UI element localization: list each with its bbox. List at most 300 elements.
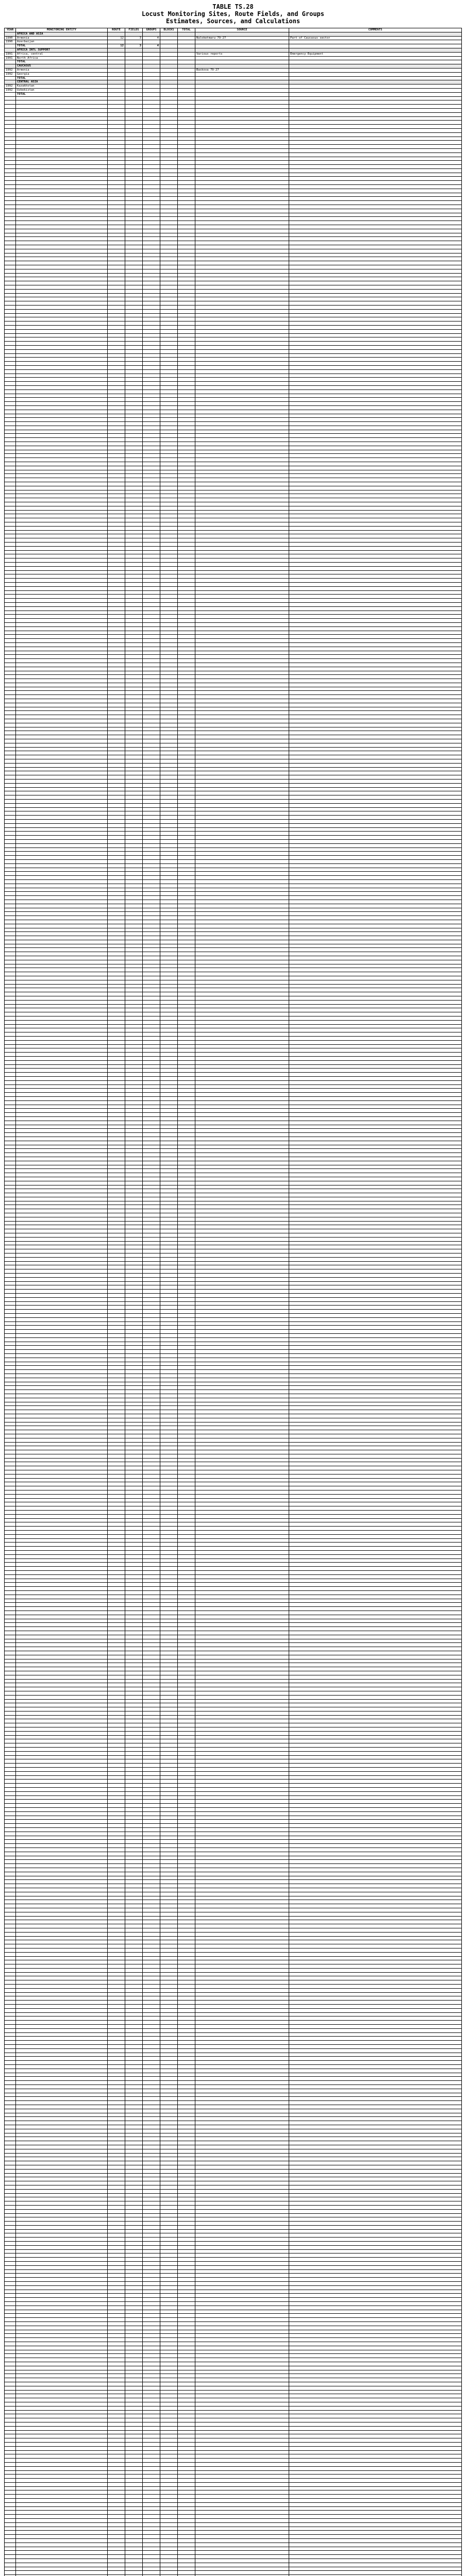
table-cell	[16, 1125, 108, 1129]
table-cell	[143, 1209, 160, 1213]
table-cell	[125, 229, 143, 233]
table-cell	[5, 1820, 16, 1824]
table-cell	[108, 470, 125, 474]
table-cell	[108, 1940, 125, 1944]
table-cell	[108, 1057, 125, 1061]
table-cell	[5, 64, 16, 69]
table-cell	[16, 602, 108, 606]
table-cell	[289, 1446, 462, 1450]
table-cell	[195, 1920, 289, 1924]
table-cell	[195, 827, 289, 832]
table-cell	[178, 1353, 195, 1358]
table-cell	[16, 1105, 108, 1109]
table-cell	[125, 1069, 143, 1073]
table-row	[5, 1663, 462, 1667]
table-cell	[125, 405, 143, 410]
table-row	[5, 438, 462, 442]
table-cell	[16, 647, 108, 651]
table-cell	[289, 181, 462, 185]
table-cell	[5, 1442, 16, 1446]
table-cell	[178, 1482, 195, 1486]
table-row	[5, 1165, 462, 1169]
table-cell	[143, 1498, 160, 1502]
table-cell	[178, 1096, 195, 1100]
table-cell	[289, 1113, 462, 1117]
table-cell	[125, 458, 143, 462]
table-cell	[108, 920, 125, 924]
table-row	[5, 872, 462, 876]
table-cell	[5, 1462, 16, 1466]
table-cell	[178, 1350, 195, 1354]
table-cell	[16, 1948, 108, 1952]
table-cell	[125, 1795, 143, 1800]
table-cell	[178, 1791, 195, 1795]
table-cell	[5, 1225, 16, 1229]
table-cell	[125, 811, 143, 816]
table-cell	[178, 843, 195, 848]
table-cell	[108, 1181, 125, 1185]
table-cell	[195, 771, 289, 775]
table-cell	[108, 1253, 125, 1258]
table-cell	[195, 518, 289, 522]
table-cell	[160, 313, 178, 317]
table-cell	[143, 273, 160, 277]
table-cell	[160, 1816, 178, 1820]
table-cell	[16, 1422, 108, 1426]
table-cell	[125, 739, 143, 743]
table-cell	[143, 1225, 160, 1229]
table-cell	[160, 2028, 178, 2032]
table-cell	[5, 189, 16, 193]
table-cell	[16, 1788, 108, 1792]
table-cell	[160, 1731, 178, 1735]
table-cell	[195, 619, 289, 623]
table-cell	[289, 1896, 462, 1900]
table-cell	[16, 579, 108, 583]
table-cell	[160, 827, 178, 832]
table-cell	[195, 1936, 289, 1940]
table-cell	[125, 2012, 143, 2016]
table-cell	[195, 807, 289, 811]
table-cell	[5, 1547, 16, 1551]
table-cell	[5, 647, 16, 651]
table-row	[5, 1498, 462, 1502]
table-cell	[125, 1330, 143, 1334]
table-row	[5, 904, 462, 908]
table-cell	[5, 908, 16, 912]
table-cell	[289, 655, 462, 659]
table-cell	[160, 36, 178, 40]
table-cell	[125, 1096, 143, 1100]
table-cell	[143, 470, 160, 474]
table-cell	[108, 1567, 125, 1571]
table-cell	[143, 1808, 160, 1812]
table-cell	[160, 1639, 178, 1643]
table-cell	[195, 1482, 289, 1486]
table-cell	[195, 1607, 289, 1611]
table-cell	[195, 599, 289, 603]
table-cell	[160, 659, 178, 663]
table-cell	[178, 269, 195, 273]
table-cell	[289, 44, 462, 48]
table-cell	[16, 385, 108, 389]
table-cell	[108, 1084, 125, 1089]
table-cell	[195, 924, 289, 928]
table-cell	[160, 920, 178, 924]
table-cell	[160, 1093, 178, 1097]
table-cell	[195, 647, 289, 651]
table-cell	[5, 711, 16, 715]
table-cell	[143, 1896, 160, 1900]
table-cell	[143, 430, 160, 434]
table-cell	[16, 1759, 108, 1764]
table-cell	[160, 1189, 178, 1193]
table-cell	[16, 382, 108, 386]
table-row	[5, 1378, 462, 1382]
table-cell	[195, 265, 289, 269]
table-cell	[160, 1201, 178, 1205]
table-cell	[160, 1482, 178, 1486]
table-cell	[178, 904, 195, 908]
table-cell	[5, 1932, 16, 1936]
table-row	[5, 611, 462, 615]
table-cell	[160, 868, 178, 872]
table-cell	[289, 349, 462, 353]
table-cell	[143, 1703, 160, 1707]
table-cell	[143, 1992, 160, 1996]
table-cell	[16, 1169, 108, 1173]
table-cell	[125, 237, 143, 241]
table-row	[5, 389, 462, 394]
table-cell	[178, 956, 195, 960]
table-cell	[143, 1064, 160, 1069]
table-cell	[178, 1788, 195, 1792]
table-cell	[108, 1811, 125, 1816]
table-row	[5, 1739, 462, 1743]
table-cell	[5, 1558, 16, 1563]
table-cell	[5, 611, 16, 615]
table-cell	[16, 803, 108, 807]
table-row	[5, 422, 462, 426]
table-cell	[143, 1297, 160, 1301]
table-cell	[195, 626, 289, 631]
table-cell	[125, 128, 143, 132]
table-cell	[125, 538, 143, 543]
table-cell	[125, 168, 143, 173]
table-cell	[5, 1764, 16, 1768]
table-cell	[178, 611, 195, 615]
table-row	[5, 1667, 462, 1671]
table-cell	[5, 470, 16, 474]
table-row	[5, 1057, 462, 1061]
table-cell	[160, 398, 178, 402]
table-cell	[16, 695, 108, 699]
table-cell	[125, 1229, 143, 1233]
table-cell	[108, 1840, 125, 1844]
table-cell	[178, 1952, 195, 1956]
table-cell	[178, 879, 195, 884]
table-cell	[125, 843, 143, 848]
table-cell	[125, 1370, 143, 1374]
table-cell	[195, 1888, 289, 1892]
table-cell	[5, 1876, 16, 1880]
table-cell	[143, 161, 160, 165]
table-cell	[178, 1076, 195, 1080]
table-cell	[125, 241, 143, 245]
table-cell	[178, 1780, 195, 1784]
table-cell	[16, 795, 108, 800]
table-cell	[160, 1458, 178, 1462]
table-cell	[16, 1679, 108, 1683]
table-cell	[289, 1968, 462, 1972]
table-cell	[16, 836, 108, 840]
table-cell	[289, 277, 462, 281]
table-cell	[160, 281, 178, 285]
table-row	[5, 848, 462, 852]
table-cell	[16, 735, 108, 739]
table-cell	[160, 859, 178, 863]
table-cell	[16, 586, 108, 590]
table-row	[5, 1064, 462, 1069]
table-cell	[289, 1253, 462, 1258]
table-cell	[160, 832, 178, 836]
table-cell	[5, 892, 16, 896]
table-cell	[143, 1864, 160, 1868]
table-cell	[108, 1438, 125, 1442]
table-cell	[143, 1185, 160, 1189]
table-cell	[195, 1759, 289, 1764]
table-cell	[289, 859, 462, 863]
table-cell	[16, 1731, 108, 1735]
table-row	[5, 1281, 462, 1285]
table-cell: 3	[125, 44, 143, 48]
table-cell	[178, 1285, 195, 1290]
table-cell	[16, 1020, 108, 1024]
table-cell	[125, 506, 143, 510]
table-cell	[178, 755, 195, 759]
table-cell: 1990	[5, 36, 16, 40]
table-cell	[289, 1675, 462, 1679]
table-cell	[160, 811, 178, 816]
table-cell	[125, 1764, 143, 1768]
table-cell	[178, 490, 195, 494]
table-cell	[160, 1277, 178, 1281]
table-row	[5, 988, 462, 992]
table-cell	[125, 1093, 143, 1097]
table-cell	[125, 719, 143, 723]
table-cell	[16, 615, 108, 619]
table-cell	[289, 1960, 462, 1964]
table-cell	[5, 430, 16, 434]
table-cell	[143, 1780, 160, 1784]
table-cell	[143, 1527, 160, 1531]
table-cell	[289, 1269, 462, 1274]
table-cell	[108, 743, 125, 747]
table-cell	[5, 863, 16, 868]
table-cell	[5, 108, 16, 112]
table-row	[5, 105, 462, 109]
table-cell	[178, 1048, 195, 1053]
table-cell	[178, 518, 195, 522]
table-cell	[125, 884, 143, 888]
table-cell	[195, 297, 289, 301]
table-cell	[143, 1353, 160, 1358]
table-cell	[160, 996, 178, 1001]
table-cell	[108, 964, 125, 968]
table-row	[5, 1647, 462, 1651]
table-cell	[289, 72, 462, 76]
table-cell	[289, 827, 462, 832]
table-cell	[108, 522, 125, 527]
table-cell	[125, 261, 143, 265]
table-cell	[108, 225, 125, 229]
table-cell	[195, 486, 289, 490]
table-cell	[16, 1590, 108, 1595]
table-row	[5, 1016, 462, 1021]
table-cell	[125, 783, 143, 787]
table-cell	[125, 723, 143, 727]
table-cell	[178, 1960, 195, 1964]
table-cell	[143, 1197, 160, 1201]
table-cell	[108, 1748, 125, 1752]
table-cell	[160, 1558, 178, 1563]
table-cell	[125, 1748, 143, 1752]
table-cell	[16, 1057, 108, 1061]
table-cell	[108, 221, 125, 225]
table-cell	[195, 2021, 289, 2025]
table-cell	[5, 1599, 16, 1603]
table-row	[5, 1121, 462, 1125]
table-cell	[160, 1888, 178, 1892]
table-cell	[289, 1165, 462, 1169]
table-cell	[178, 622, 195, 626]
table-cell	[16, 454, 108, 458]
table-cell	[5, 305, 16, 309]
table-cell	[289, 1836, 462, 1840]
table-cell	[5, 1141, 16, 1145]
table-cell	[195, 976, 289, 980]
table-cell	[160, 566, 178, 570]
table-cell	[195, 1069, 289, 1073]
table-cell	[289, 988, 462, 992]
table-cell	[160, 518, 178, 522]
table-cell	[108, 418, 125, 422]
table-cell	[143, 972, 160, 976]
table-cell	[125, 1193, 143, 1197]
table-cell	[178, 1563, 195, 1567]
table-cell	[108, 1522, 125, 1527]
table-row	[5, 1547, 462, 1551]
table-cell	[16, 984, 108, 988]
table-cell	[16, 683, 108, 687]
table-cell	[195, 402, 289, 406]
table-cell	[143, 1265, 160, 1269]
table-cell	[160, 1044, 178, 1048]
table-cell	[5, 767, 16, 771]
table-cell	[125, 1486, 143, 1490]
table-cell	[143, 655, 160, 659]
table-cell	[289, 916, 462, 920]
table-cell	[289, 852, 462, 856]
table-row	[5, 112, 462, 116]
table-cell	[5, 1116, 16, 1121]
table-cell	[143, 595, 160, 599]
table-cell	[5, 1607, 16, 1611]
table-cell	[125, 490, 143, 494]
table-cell	[289, 687, 462, 691]
table-cell	[5, 775, 16, 779]
table-cell	[143, 1342, 160, 1346]
table-cell	[160, 1820, 178, 1824]
table-cell	[16, 1936, 108, 1940]
table-cell	[5, 1265, 16, 1269]
table-row	[5, 1534, 462, 1538]
table-cell	[125, 1426, 143, 1430]
table-cell	[125, 1157, 143, 1161]
table-cell	[5, 570, 16, 574]
table-cell	[178, 888, 195, 892]
table-cell	[143, 1868, 160, 1872]
table-cell	[108, 245, 125, 249]
table-cell	[160, 631, 178, 635]
table-title-line-2: Estimates, Sources, and Calculations	[165, 18, 301, 25]
table-cell	[108, 1290, 125, 1294]
table-cell	[195, 667, 289, 671]
table-cell	[143, 438, 160, 442]
table-cell	[143, 1205, 160, 1209]
table-cell	[289, 570, 462, 574]
table-cell	[160, 639, 178, 643]
table-cell	[195, 1153, 289, 1157]
table-row	[5, 992, 462, 996]
table-cell	[5, 1201, 16, 1205]
table-cell	[16, 699, 108, 703]
table-cell	[108, 1337, 125, 1342]
table-cell	[289, 1261, 462, 1265]
table-cell	[5, 293, 16, 297]
table-cell	[108, 1257, 125, 1261]
table-cell	[143, 414, 160, 418]
table-cell	[178, 1249, 195, 1253]
table-cell	[143, 48, 160, 52]
table-cell	[16, 217, 108, 221]
table-cell	[289, 1494, 462, 1498]
table-cell	[5, 1968, 16, 1972]
table-cell	[125, 848, 143, 852]
table-row	[5, 1060, 462, 1064]
table-cell	[125, 1534, 143, 1538]
table-cell	[160, 1667, 178, 1671]
table-cell	[143, 1157, 160, 1161]
table-cell	[178, 1346, 195, 1350]
table-cell	[178, 181, 195, 185]
table-cell	[160, 1759, 178, 1764]
table-row	[5, 879, 462, 884]
table-cell	[289, 1274, 462, 1278]
table-row	[5, 1844, 462, 1848]
table-cell	[125, 1297, 143, 1301]
table-cell	[289, 1330, 462, 1334]
table-cell	[108, 313, 125, 317]
table-cell	[108, 1008, 125, 1012]
table-cell	[143, 209, 160, 213]
table-cell	[108, 1711, 125, 1715]
table-cell	[125, 1896, 143, 1900]
table-cell	[16, 1137, 108, 1141]
table-cell	[178, 747, 195, 751]
table-cell: Baskova 79-27	[195, 68, 289, 72]
table-cell	[5, 526, 16, 530]
